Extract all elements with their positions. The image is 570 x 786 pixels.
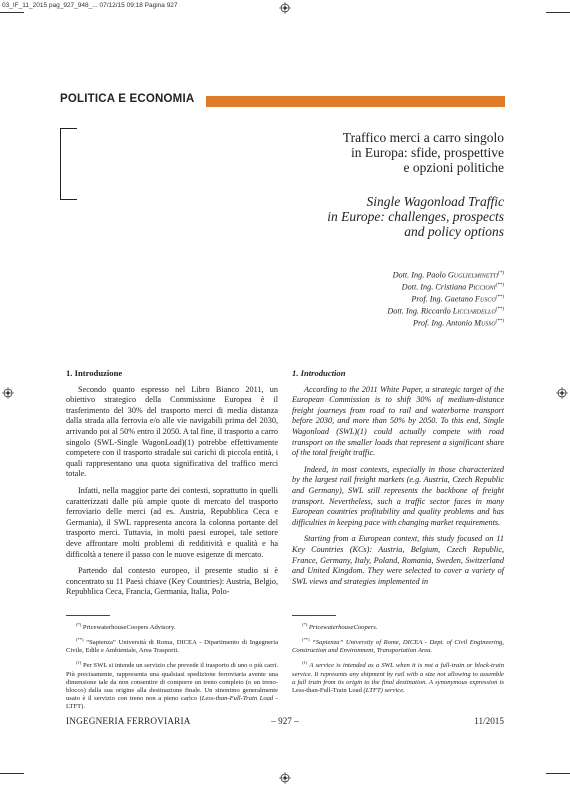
crop-mark <box>546 12 570 13</box>
english-title <box>244 194 504 239</box>
footnote-rule <box>66 615 110 616</box>
issue-number: 11/2015 <box>474 716 504 726</box>
author-mark: (**) <box>495 318 504 324</box>
footnote <box>292 621 504 632</box>
paragraph: Infatti, nella maggior parte dei contesti, soprattutto in quelli caratterizzati dalle più ampie quote di mercato del trasporto ferroviario delle merci (ad es. Austria, Repubblica Ceca e Germania), il SWL rappresenta ancora la colonna portante del trasporto merci. Tuttavia, in molti paesi europei, tale settore deve affrontare molti problemi di redditività e qualità e ha difficoltà a tenere il passo con le nuove esigenze di mercato. <box>66 485 278 559</box>
footnotes-italian <box>66 621 278 715</box>
registration-mark-icon <box>2 387 14 399</box>
footnote-text: - LTFT). <box>66 694 278 710</box>
title-bracket <box>60 128 77 200</box>
footnote-mark: (*) <box>302 622 308 627</box>
footnote <box>66 659 278 710</box>
footnote-text: PricewaterhouseCoopers. <box>307 624 378 632</box>
author-mark: (**) <box>495 306 504 312</box>
registration-mark-icon <box>279 772 291 784</box>
section-title: POLITICA E ECONOMIA <box>60 93 195 105</box>
footnote <box>292 659 504 694</box>
slug-text: 03_IF_11_2015 pag_927_948_... 07/12/15 09:18 Pagina 927 <box>2 2 178 9</box>
author-surname: Licciardello <box>452 306 496 316</box>
footnote-mark: (1) <box>302 660 308 666</box>
author-line <box>244 293 504 305</box>
footnote <box>66 636 278 655</box>
registration-mark-icon <box>279 2 291 14</box>
footnote <box>292 636 504 655</box>
author-line <box>244 281 504 293</box>
crop-mark <box>0 12 24 13</box>
registration-mark-icon <box>556 387 568 399</box>
paragraph: Secondo quanto espresso nel Libro Bianco 2011, un obiettivo strategico della Commissione Europea è il trasferimento del 30% del trasporto merci di media distanza dalla strada alla ferrovia e/o alle vie navigabili prima del 2030, arrivando poi al 50% entro il 2050. A tal fine, il trasporto a carro singolo (SWL-Single WagonLoad)(1) potrebbe effettivamente competere con il trasporto stradale sui carichi di piccola entità, i quali rappresentano una quota significativa del traffico merci totale. <box>66 384 278 479</box>
footnote-text: A service is intended as a SWL when it is not a full-train or block-train service. It represents any shipment by rail with a size not allowing to assemble a full train from its origin to the final destination. A synonymous expression is <box>292 662 504 686</box>
italian-title-line: Traffico merci a carro singolo <box>342 130 504 145</box>
english-title-line: and policy options <box>404 224 504 239</box>
italian-title-line: e opzioni politiche <box>403 160 504 175</box>
author-surname: Fusco <box>474 294 496 304</box>
footnote-term: Less-than-Full-Train Load <box>201 694 274 702</box>
author-prefix: Dott. Ing. Riccardo <box>387 306 453 316</box>
italian-column <box>66 368 278 604</box>
crop-mark <box>0 773 24 774</box>
author-surname: Piccioni <box>468 282 496 292</box>
section-heading: 1. Introduzione <box>66 368 123 378</box>
italian-title <box>244 130 504 175</box>
footnote-mark: (**) <box>76 637 84 643</box>
footnote-text: “Sapienza” Università di Roma, DICEA - Dipartimento di Ingegneria Civile, Edile e Ambientale, Area Trasporti. <box>66 639 278 655</box>
footnote-text: (LTFT) service. <box>361 686 405 694</box>
section-heading: 1. Introduction <box>292 368 346 378</box>
footnote-term: Less-than-Full-Train Load <box>292 686 362 694</box>
footnote-mark: (*) <box>76 622 82 627</box>
author-line <box>244 305 504 317</box>
english-title-line: in Europe: challenges, prospects <box>327 209 504 224</box>
footnote-rule <box>292 615 336 616</box>
footnote <box>66 621 278 632</box>
paragraph: Starting from a European context, this study focused on 11 Key Countries (KCs): Austria, Belgium, Czech Republic, France, Germany, Italy, Poland, Romania, Sweden, Switzerland and United Kingdom. They were selected to cover a variety of SWL views and strategies implemented in <box>292 534 504 586</box>
author-line <box>244 317 504 329</box>
author-prefix: Dott. Ing. Paolo <box>392 270 448 280</box>
author-mark: (*) <box>498 271 504 276</box>
journal-name: INGEGNERIA FERROVIARIA <box>66 716 191 726</box>
paragraph: Indeed, in most contexts, especially in those characterized by the largest rail freight markets (e.g. Austria, Czech Republic and Germany), SWL still represents the backbone of freight transport. Nevertheless, such a traffic sector faces in many European countries profitability and quality problems and has difficulties in keeping pace with changing market requirements. <box>292 464 504 527</box>
page-number: – 927 – <box>271 716 299 726</box>
paragraph: According to the 2011 White Paper, a strategic target of the European Commission is to shift 30% of medium-distance freight journeys from road to rail and waterborne transport before 2030, and more than 50% by 2050. To this end, Single Wagonload (SWL)(1) could actually compete with road transport on the smaller loads that represent a significant share of the total freight traffic. <box>292 384 504 458</box>
author-mark: (**) <box>495 282 504 288</box>
author-surname: Musso <box>474 318 496 328</box>
english-title-line: Single Wagonload Traffic <box>366 194 504 209</box>
english-column <box>292 368 504 593</box>
author-list <box>244 269 504 329</box>
footnote-text: “Sapienza” University of Rome, DICEA - Dept. of Civil Engineering, Construction and Environment, Transportation Area. <box>292 639 504 655</box>
footnote-text: PricewaterhouseCoopers Advisory. <box>81 624 176 632</box>
author-prefix: Prof. Ing. Antonio <box>412 318 475 328</box>
crop-mark <box>546 773 570 774</box>
footnote-mark: (1) <box>76 660 82 666</box>
footnotes-english <box>292 621 504 699</box>
footnote-mark: (**) <box>302 637 310 643</box>
paragraph: Partendo dal contesto europeo, il presente studio si è concentrato su 11 Paesi chiave (Key Countries): Austria, Belgio, Repubblica Ceca, Francia, Germania, Italia, Polo- <box>66 566 278 597</box>
italian-title-line: in Europa: sfide, prospettive <box>351 145 504 160</box>
footnote-text: Per SWL si intende un servizio che prevede il trasporto di uno o più carri. Più precisamente, rappresenta una qualsiasi spedizione ferroviaria avente una dimensione tale da non consentire di comporre un treno completo (o un treno-blocco) dalla sua origine alla destinazione finale. Un sinonimo generalmente usato è il servizio con treno non a pieno carico ( <box>66 662 278 702</box>
author-surname: Guglielminetti <box>447 270 499 280</box>
author-prefix: Prof. Ing. Gaetano <box>411 294 475 304</box>
section-bar <box>206 96 505 107</box>
author-mark: (**) <box>495 294 504 300</box>
author-line <box>244 269 504 281</box>
author-prefix: Dott. Ing. Cristiana <box>401 282 469 292</box>
